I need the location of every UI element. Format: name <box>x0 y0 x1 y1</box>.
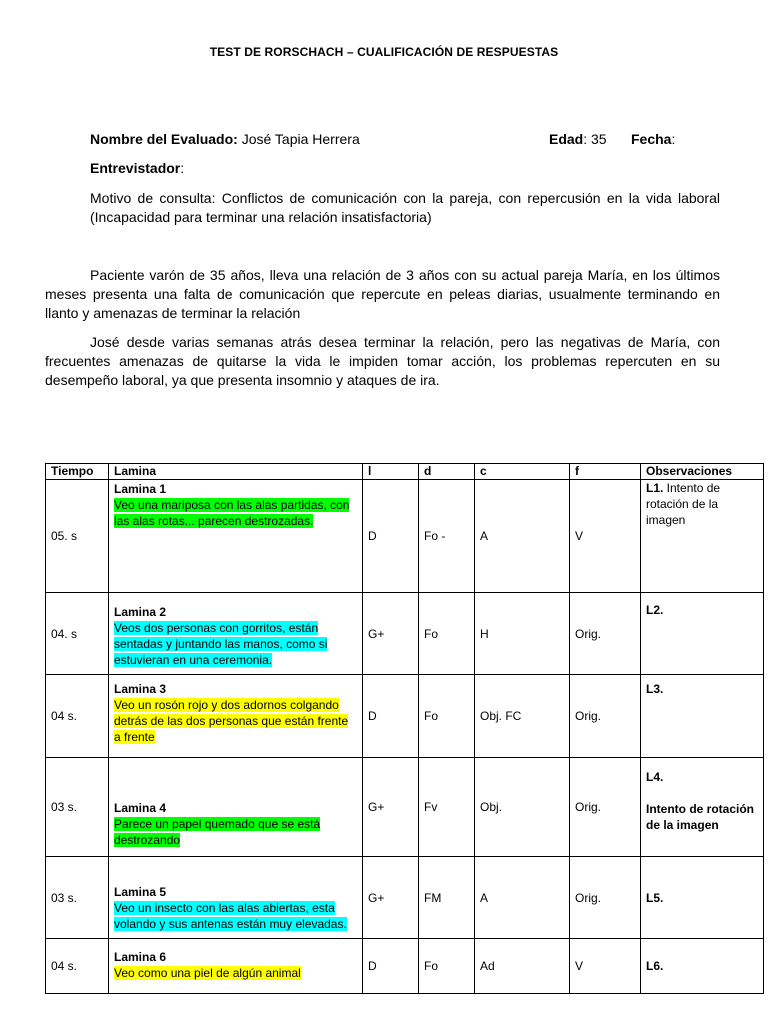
lamina-cell <box>109 939 363 994</box>
tiempo-cell: 04. s <box>46 593 109 675</box>
table-row <box>46 758 764 857</box>
d-cell: Fo - <box>419 480 475 593</box>
c-cell: A <box>475 857 570 939</box>
obs-label: L5. <box>646 890 664 905</box>
l-cell: G+ <box>363 857 419 939</box>
obs-text: Intento de rotación de la imagen <box>646 481 721 527</box>
consultation-reason: Motivo de consulta: Conflictos de comunicación con la pareja, con repercusión en la vida laboral (Incapacidad para terminar una relación insatisfactoria) <box>90 190 720 225</box>
table-row <box>46 939 764 994</box>
response-text: Veo un insecto con las alas abiertas, esta volando y sus antenas están muy elevadas. <box>114 901 347 931</box>
fecha-value: : <box>671 131 676 147</box>
table-row <box>46 480 764 593</box>
observaciones-cell <box>641 593 764 675</box>
header-c: c <box>475 464 570 480</box>
interviewer <box>90 160 184 176</box>
response-text: Parece un papel quemado que se está destrozando <box>114 817 321 847</box>
lamina-cell <box>109 480 363 593</box>
l-cell: D <box>363 939 419 994</box>
responses-table <box>45 463 764 994</box>
entrevistador-value: : <box>180 160 185 176</box>
lamina-title: Lamina 4 <box>114 801 167 815</box>
l-cell: G+ <box>363 758 419 857</box>
f-cell: Orig. <box>570 593 641 675</box>
l-cell: D <box>363 675 419 758</box>
response-text: Veo una mariposa con las alas partidas, con las alas rotas... parecen destrozadas. <box>114 498 350 528</box>
evaluee-name <box>90 131 360 147</box>
tiempo-cell: 03 s. <box>46 758 109 857</box>
f-cell: Orig. <box>570 758 641 857</box>
response-text: Veos dos personas con gorritos, están sentadas y juntando las manos, como si estuvieran en una ceremonia. <box>114 621 328 667</box>
d-cell: FM <box>419 857 475 939</box>
d-cell: Fo <box>419 675 475 758</box>
d-cell: Fv <box>419 758 475 857</box>
d-cell: Fo <box>419 593 475 675</box>
f-cell: V <box>570 939 641 994</box>
header-d: d <box>419 464 475 480</box>
table-row <box>46 857 764 939</box>
evaluee-age <box>549 131 607 147</box>
c-cell: H <box>475 593 570 675</box>
header-observaciones: Observaciones <box>641 464 764 480</box>
obs-label: L3. <box>646 682 664 696</box>
c-cell: Ad <box>475 939 570 994</box>
response-text: Veo como una piel de algún animal <box>114 966 301 980</box>
obs-text: Intento de rotación de la imagen <box>646 802 754 832</box>
nombre-label: Nombre del Evaluado: <box>90 131 238 147</box>
header-f: f <box>570 464 641 480</box>
obs-label: L1. <box>646 481 664 495</box>
lamina-title: Lamina 1 <box>114 482 167 496</box>
header-l: l <box>363 464 419 480</box>
observaciones-cell <box>641 857 764 939</box>
c-cell: Obj. <box>475 758 570 857</box>
f-cell: V <box>570 480 641 593</box>
c-cell: A <box>475 480 570 593</box>
lamina-title: Lamina 5 <box>114 885 167 899</box>
lamina-cell <box>109 857 363 939</box>
l-cell: D <box>363 480 419 593</box>
edad-value: : 35 <box>583 131 607 147</box>
obs-label: L2. <box>646 603 664 617</box>
lamina-cell <box>109 593 363 675</box>
header-tiempo: Tiempo <box>46 464 109 480</box>
tiempo-cell: 05. s <box>46 480 109 593</box>
entrevistador-label: Entrevistador <box>90 160 181 176</box>
c-cell: Obj. FC <box>475 675 570 758</box>
table-row <box>46 593 764 675</box>
tiempo-cell: 04 s. <box>46 939 109 994</box>
tiempo-cell: 03 s. <box>46 857 109 939</box>
observaciones-cell <box>641 758 764 857</box>
lamina-title: Lamina 3 <box>114 682 167 696</box>
lamina-title: Lamina 6 <box>114 950 167 964</box>
table-row <box>46 675 764 758</box>
nombre-value: José Tapia Herrera <box>237 131 360 147</box>
f-cell: Orig. <box>570 857 641 939</box>
tiempo-cell: 04 s. <box>46 675 109 758</box>
lamina-title: Lamina 2 <box>114 605 167 619</box>
d-cell: Fo <box>419 939 475 994</box>
header-lamina: Lamina <box>109 464 363 480</box>
lamina-cell <box>109 758 363 857</box>
evaluee-info-row <box>90 131 730 149</box>
response-text: Veo un rosón rojo y dos adornos colgando detrás de las dos personas que están frente a frente <box>114 698 349 744</box>
case-paragraph-2: José desde varias semanas atrás desea terminar la relación, pero las negativas de María, con frecuentes amenazas de quitarse la vida le impiden tomar acción, los problemas repercuten en su desempeño laboral, ya que presenta insomnio y ataques de ira. <box>45 334 720 388</box>
observaciones-cell <box>641 939 764 994</box>
f-cell: Orig. <box>570 675 641 758</box>
obs-label: L6. <box>646 959 664 973</box>
observaciones-cell <box>641 675 764 758</box>
lamina-cell <box>109 675 363 758</box>
edad-label: Edad <box>549 131 584 147</box>
case-paragraph-1: Paciente varón de 35 años, lleva una relación de 3 años con su actual pareja María, en los últimos meses presenta una falta de comunicación que repercute en peleas diarias, usualmente terminando en llanto y amenazas de terminar la relación <box>45 267 720 321</box>
document-title: TEST DE RORSCHACH – CUALIFICACIÓN DE RESPUESTAS <box>209 45 559 59</box>
l-cell: G+ <box>363 593 419 675</box>
fecha-label: Fecha <box>631 131 672 147</box>
obs-label: L4. <box>646 770 664 784</box>
evaluation-date <box>631 131 675 147</box>
observaciones-cell <box>641 480 764 593</box>
table-header-row <box>46 464 764 480</box>
